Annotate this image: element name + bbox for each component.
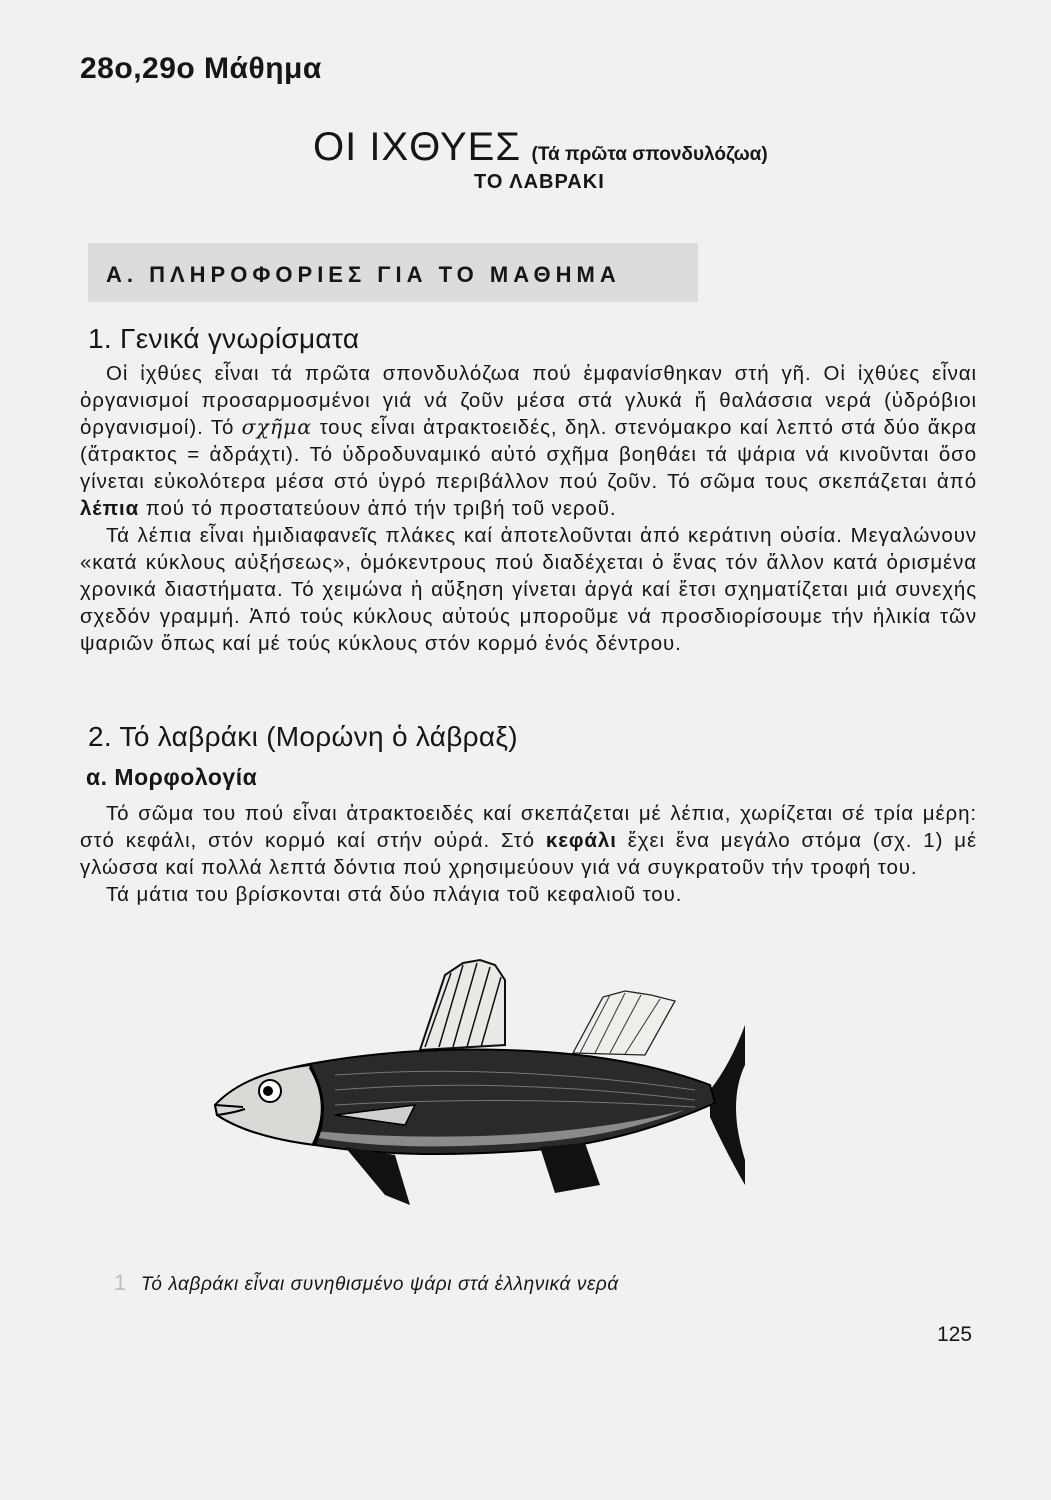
lesson-label: 28ο,29ο Μάθημα xyxy=(80,52,322,85)
italic-term: σχῆμα xyxy=(241,415,313,439)
anal-fin xyxy=(540,1143,600,1193)
paragraph: Τά μάτια του βρίσκονται στά δύο πλάγια τοῦ κεφαλιοῦ του. xyxy=(106,883,683,906)
title-second-line: ΤΟ ΛΑΒΡΑΚΙ xyxy=(474,171,605,193)
subsection-1-heading: 1. Γενικά γνωρίσματα xyxy=(88,323,360,354)
title-main: ΟΙ ΙΧΘΥΕΣ xyxy=(313,125,522,169)
title-line xyxy=(313,125,768,170)
paragraph xyxy=(80,360,977,522)
figure-caption-text: Τό λαβράκι εἶναι συνηθισμένο ψάρι στά ἑλληνικά νερά xyxy=(140,1274,619,1295)
paragraph: Τά λέπια εἶναι ἡμιδιαφανεῖς πλάκες καί ἀποτελοῦνται ἀπό κεράτινη οὐσία. Μεγαλώνουν «κατά κύκλους αὐξήσεως», ὁμόκεντρους πού διαδέχεται ὁ ἕνας τόν ἄλλον κατά ὁρισμένα χρονικά διαστήματα. Τό χειμώνα ἡ αὔξηση γίνεται ἀργά καί ἔτσι σχηματίζεται μιά συνεχής σχεδόν γραμμή. Ἀπό τούς κύκλους αὐτούς μποροῦμε νά προσδιορίσουμε τήν ἡλικία τῶν ψαριῶν ὅπως καί μέ τούς κύκλους στόν κορμό ἑνός δέντρου. xyxy=(80,524,977,655)
title-subtitle: (Τά πρῶτα σπονδυλόζωα) xyxy=(531,144,768,165)
subsection-2a-heading: α. Μορφολογία xyxy=(86,764,258,790)
page-number: 125 xyxy=(937,1323,973,1346)
subsection-1-body xyxy=(80,360,977,657)
subsection-2-heading: 2. Τό λαβράκι (Μορώνη ὁ λάβραξ) xyxy=(88,721,518,752)
dorsal-fin-soft xyxy=(573,991,675,1055)
fish-pupil xyxy=(263,1086,273,1096)
figure-caption xyxy=(114,1270,619,1296)
figure-number: 1 xyxy=(114,1270,127,1295)
sea-bass-illustration xyxy=(205,955,745,1265)
text-run: πού τό προστατεύουν ἀπό τήν τριβή τοῦ νεροῦ. xyxy=(139,497,617,520)
section-a-heading: Α. ΠΛΗΡΟΦΟΡΙΕΣ ΓΙΑ ΤΟ ΜΑΘΗΜΑ xyxy=(106,262,621,287)
subsection-2a-body xyxy=(80,800,977,908)
fish-drawing xyxy=(205,955,745,1265)
text-run: Τό σῶμα του πού εἶναι ἀτρακτοειδές καί σκεπάζεται μέ λέπια, χωρίζεται σέ τρία μέρη: στό κεφάλι, στόν κορμό καί στήν οὐρά. Στό xyxy=(80,802,977,852)
text-run: τους εἶναι ἀτρακτοειδές, δηλ. στενόμακρο καί λεπτό στά δύο ἄκρα (ἄτρακτος = ἀδράχτι). Τό ὑδροδυναμικό αὐτό σχῆμα βοηθάει τά ψάρια νά κινοῦνται ὅσο γίνεται εὐκολότερα μέσα στό ὑγρό περιβάλλον πού ζοῦν. Τό σῶμα τους σκεπάζεται ἀπό xyxy=(80,416,977,493)
paragraph xyxy=(80,800,977,881)
text-run: ἔχει ἕνα μεγάλο στόμα (σχ. 1) μέ γλώσσα καί πολλά λεπτά δόντια πού χρησιμεύουν γιά νά συγκρατοῦν τήν τροφή του. xyxy=(80,829,977,879)
pelvic-fin xyxy=(345,1147,410,1205)
fish-head xyxy=(215,1065,323,1145)
bold-term: κεφάλι xyxy=(545,829,617,852)
tail-fin xyxy=(710,1025,745,1185)
text-run: Οἱ ἰχθύες εἶναι τά πρῶτα σπονδυλόζωα πού ἐμφανίσθηκαν στή γῆ. Οἱ ἰχθύες εἶναι ὀργανισμοί προσαρμοσμένοι γιά νά ζοῦν μέσα στά γλυκά ἤ θαλάσσια νερά (ὑδρόβιοι ὀργανισμοί). Τό xyxy=(80,362,977,439)
bold-term: λέπια xyxy=(80,497,140,520)
